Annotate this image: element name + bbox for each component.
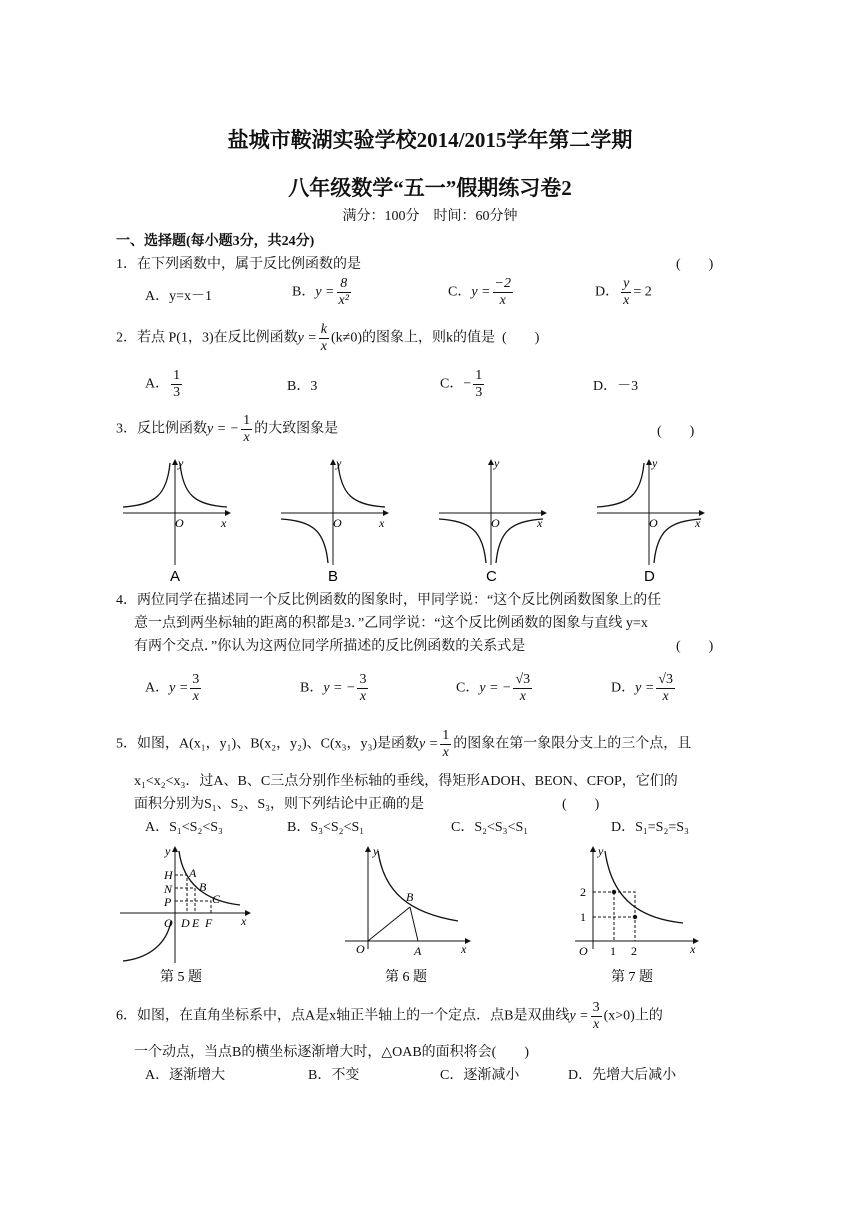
stem-pre: 6．如图，在直角坐标系中，点A是x轴正半轴上的一个定点．点B是双曲线 xyxy=(116,1008,570,1024)
stem-pre: 5．如图，A(x₁，y₁)、B(x₂，y₂)、C(x₃，y₃)是函数 xyxy=(116,736,420,752)
formula-lhs: y = xyxy=(471,284,491,300)
label-o: O xyxy=(579,944,588,958)
option-label: A． xyxy=(145,376,170,392)
graph-a-label: A xyxy=(170,568,181,585)
label-h: H xyxy=(164,868,173,882)
q2-option-b: B．3 xyxy=(287,379,318,394)
label-2-y: 2 xyxy=(580,885,586,899)
q1-option-d xyxy=(595,276,652,309)
formula-lhs: y = xyxy=(315,284,335,300)
q3-graphs xyxy=(115,455,715,590)
origin-label: O xyxy=(333,516,342,530)
label-1-y: 1 xyxy=(580,910,586,924)
denominator: x xyxy=(499,293,506,308)
paper-meta: 满分：100分 时间：60分钟 xyxy=(342,209,518,224)
label-o: O xyxy=(356,942,365,956)
denominator: x xyxy=(243,430,250,445)
origin-label: O xyxy=(491,516,500,530)
question-3-stem xyxy=(116,413,338,446)
option-label: D． xyxy=(595,284,620,300)
question-5-line1 xyxy=(116,728,691,761)
label-p: P xyxy=(164,895,172,909)
q6-option-d: D．先增大后减小 xyxy=(568,1068,677,1083)
question-6-line1 xyxy=(116,1000,663,1033)
q6-option-a: A．逐渐增大 xyxy=(145,1068,226,1083)
denominator: x xyxy=(623,293,630,308)
question-1-stem: 1．在下列函数中，属于反比例函数的是 xyxy=(116,257,361,272)
numerator: 3 xyxy=(592,1000,600,1015)
question-5-line2: x₁<x₂<x₃．过A、B、C三点分别作坐标轴的垂线，得矩形ADOH、BEON、CFOP，它们的 xyxy=(134,774,678,789)
denominator: x xyxy=(662,689,669,704)
stem-pre: 3．反比例函数 xyxy=(116,421,207,437)
q5-option-d: D．S₁=S₂=S₃ xyxy=(611,820,689,835)
denominator: x² xyxy=(338,293,349,308)
denominator: x xyxy=(359,689,367,704)
q5-option-a: A．S₁<S₂<S₃ xyxy=(145,820,223,835)
question-6-line2 xyxy=(134,1044,529,1062)
numerator: √3 xyxy=(515,672,531,687)
label-y: y xyxy=(598,844,604,858)
formula-lhs: y = xyxy=(569,1008,589,1024)
numerator: 1 xyxy=(475,368,483,383)
question-1-bracket: ( ) xyxy=(676,257,714,272)
denominator: x xyxy=(320,339,328,354)
question-4-line2: 意一点到两坐标轴的距离的积都是3．”乙同学说：“这个反比例函数的图象与直线 y=x xyxy=(134,616,648,631)
numerator: y xyxy=(623,276,630,291)
stem-post: (x>0)上的 xyxy=(603,1008,663,1024)
formula-lhs: y = xyxy=(419,736,439,752)
option-label: D． xyxy=(611,680,636,696)
label-c: C xyxy=(212,892,221,906)
q5-option-c: C．S₂<S₃<S₁ xyxy=(451,820,529,835)
option-label: C． xyxy=(440,376,464,392)
q2-option-a xyxy=(145,368,184,401)
figure-5-caption: 第 5 题 xyxy=(160,970,202,985)
graph-b-label: B xyxy=(328,568,339,585)
axis-x-label: x xyxy=(379,516,385,530)
axis-x-label: x xyxy=(221,516,227,530)
origin-label: O xyxy=(649,516,658,530)
label-x: x xyxy=(241,914,247,928)
q1-option-b xyxy=(292,276,353,309)
label-o: O xyxy=(164,916,173,930)
formula-lhs: y = xyxy=(297,330,317,346)
q4-option-c xyxy=(456,672,534,705)
option-label: A． xyxy=(145,680,170,696)
q1-option-c xyxy=(448,276,515,309)
figure-6 xyxy=(345,844,470,985)
label-2-x: 2 xyxy=(631,944,637,958)
q6-option-c: C．逐渐减小 xyxy=(440,1068,520,1083)
q2-option-d: D．－3 xyxy=(593,379,639,394)
q4-option-d xyxy=(611,672,677,705)
graph-c xyxy=(439,456,546,585)
section-heading: 一、选择题(每小题3分，共24分) xyxy=(116,234,315,249)
label-1-x: 1 xyxy=(610,944,616,958)
numerator: 1 xyxy=(173,368,181,383)
figure-5 xyxy=(120,844,250,985)
paper-title: 盐城市鞍湖实验学校2014/2015学年第二学期 xyxy=(227,128,633,152)
figure-7 xyxy=(575,844,698,985)
formula-lhs: y = − xyxy=(479,680,512,696)
formula-lhs: y = − xyxy=(207,421,240,437)
stem-post: 的大致图象是 xyxy=(254,421,339,437)
numerator: −2 xyxy=(494,276,511,291)
graph-c-label: C xyxy=(486,568,497,585)
option-label: B． xyxy=(292,284,316,300)
label-x: x xyxy=(461,942,467,956)
stem-post: 的图象在第一象限分支上的三个点，且 xyxy=(453,736,692,752)
label-d: D xyxy=(181,916,190,930)
label-f: F xyxy=(205,916,213,930)
label-x: x xyxy=(690,942,696,956)
question-4-bracket: ( ) xyxy=(676,639,714,654)
question-5-bracket: ( ) xyxy=(562,797,600,812)
q5-option-b: B．S₃<S₂<S₁ xyxy=(287,820,365,835)
label-e: E xyxy=(192,916,200,930)
figures-row xyxy=(115,843,715,993)
stem-text: 一个动点，当点B的横坐标逐渐增大时，△OAB的面积将会 xyxy=(134,1045,492,1060)
denominator: x xyxy=(519,689,526,704)
graph-a xyxy=(123,456,230,585)
q2-option-c xyxy=(440,368,486,401)
formula-rhs: = 2 xyxy=(633,284,652,300)
label-b: B xyxy=(406,890,414,904)
denominator: x xyxy=(593,1017,600,1032)
q4-option-a xyxy=(145,672,203,705)
denominator: x xyxy=(442,745,449,760)
question-6-bracket: ( ) xyxy=(491,1045,529,1060)
question-2-bracket: ( ) xyxy=(502,330,540,346)
label-y: y xyxy=(373,844,379,858)
figure-6-caption: 第 6 题 xyxy=(385,970,427,985)
label-a: A xyxy=(414,944,422,958)
numerator: 3 xyxy=(192,672,200,687)
question-3-bracket: ( ) xyxy=(657,424,695,439)
sign: − xyxy=(463,376,472,392)
option-label: B． xyxy=(300,680,324,696)
formula-lhs: y = xyxy=(169,680,189,696)
axis-x-label: x xyxy=(695,516,701,530)
axis-y-label: y xyxy=(178,456,184,470)
graph-d xyxy=(597,456,704,585)
q6-option-b: B．不变 xyxy=(308,1068,360,1083)
numerator: 3 xyxy=(359,672,367,687)
numerator: 8 xyxy=(337,276,351,293)
question-2-stem xyxy=(116,322,539,355)
label-a: A xyxy=(189,866,197,880)
graph-b xyxy=(281,456,388,585)
numerator: 1 xyxy=(442,728,450,743)
stem-post: (k≠0)的图象上，则k的值是 xyxy=(331,330,496,346)
option-label: C． xyxy=(456,680,480,696)
label-y: y xyxy=(165,844,171,858)
axis-x-label: x xyxy=(537,516,543,530)
stem-pre: 2．若点 P(1，3)在反比例函数 xyxy=(116,330,298,346)
origin-label: O xyxy=(175,516,184,530)
graph-d-label: D xyxy=(644,568,655,585)
label-b: B xyxy=(199,880,207,894)
question-4-line1: 4．两位同学在描述同一个反比例函数的图象时，甲同学说：“这个反比例函数图象上的任 xyxy=(116,593,662,608)
numerator: √3 xyxy=(658,672,673,687)
option-label: C． xyxy=(448,284,472,300)
denominator: 3 xyxy=(475,385,483,400)
axis-y-label: y xyxy=(494,456,500,470)
denominator: x xyxy=(192,689,199,704)
formula-lhs: y = xyxy=(635,680,655,696)
q4-option-b xyxy=(300,672,370,705)
formula-lhs: y = − xyxy=(323,680,356,696)
figure-7-caption: 第 7 题 xyxy=(611,970,653,985)
label-n: N xyxy=(164,882,173,896)
axis-y-label: y xyxy=(336,456,342,470)
axis-y-label: y xyxy=(652,456,658,470)
question-4-line3: 有两个交点．”你认为这两位同学所描述的反比例函数的关系式是 xyxy=(134,639,526,654)
numerator: 1 xyxy=(243,413,251,428)
numerator: k xyxy=(320,322,328,337)
denominator: 3 xyxy=(173,385,181,400)
paper-subtitle: 八年级数学“五一”假期练习卷2 xyxy=(288,176,572,200)
question-5-line3: 面积分别为S₁、S₂、S₃，则下列结论中正确的是 xyxy=(134,797,424,812)
q1-option-a: A．y=x－1 xyxy=(145,289,213,304)
